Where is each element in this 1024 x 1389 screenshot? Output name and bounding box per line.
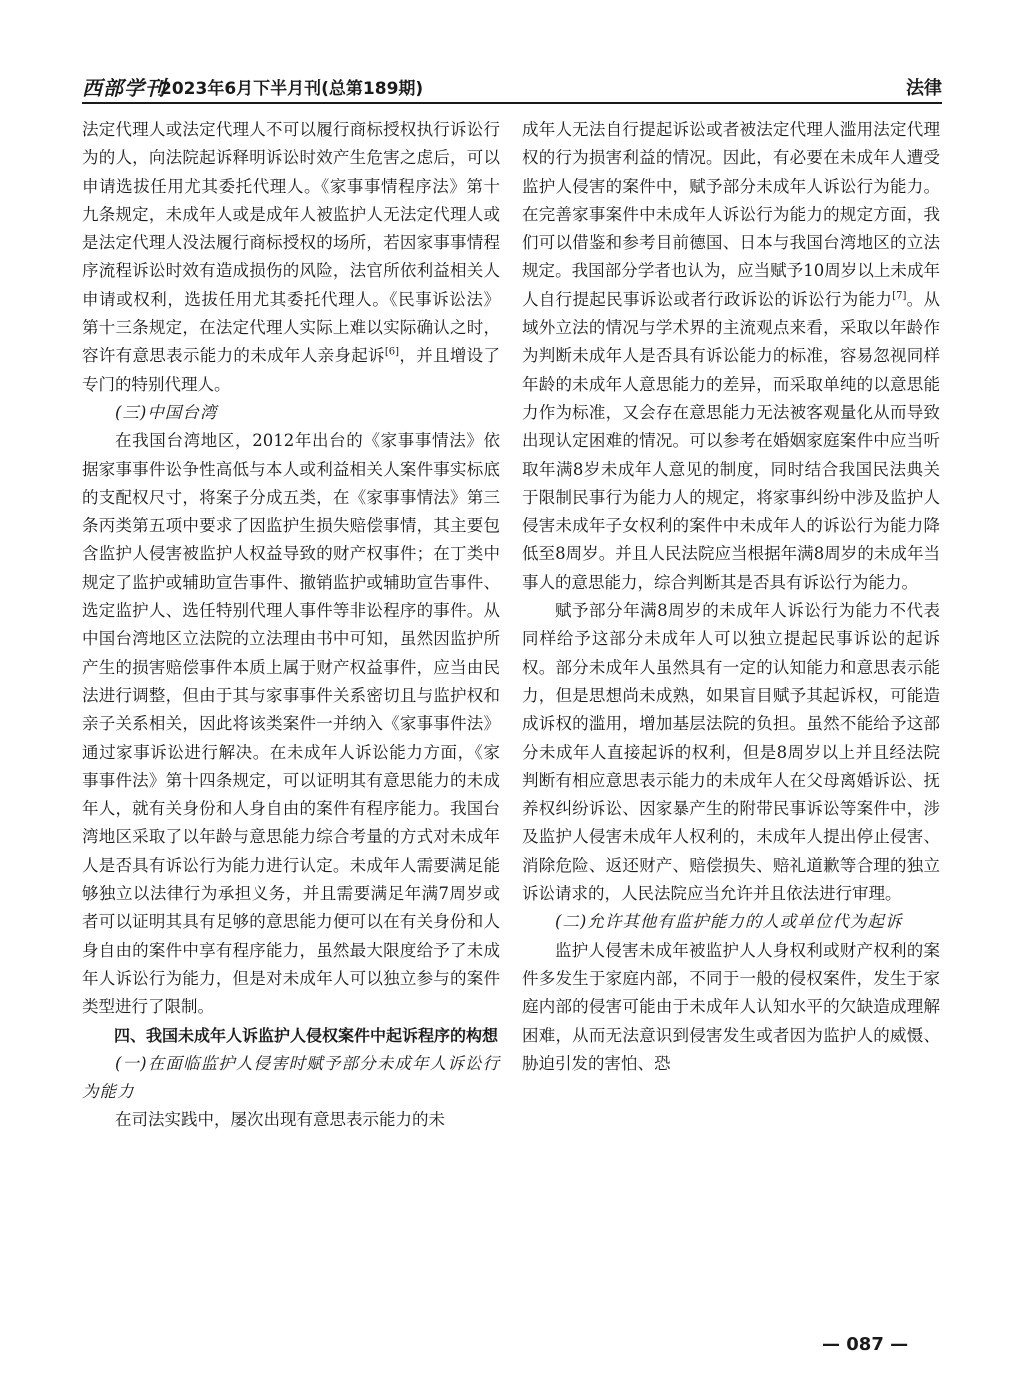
paragraph bbox=[522, 116, 940, 597]
journal-logo: 西部学刊 bbox=[82, 76, 166, 100]
citation-ref: [6] bbox=[384, 346, 400, 358]
page-header bbox=[82, 70, 942, 100]
subsection-heading: (二)允许其他有监护能力的人或单位代为起诉 bbox=[555, 912, 903, 932]
left-column bbox=[82, 116, 500, 1135]
citation-ref: [7] bbox=[892, 290, 907, 302]
paragraph: 监护人侵害未成年被监护人人身权利或财产权利的案件多发生于家庭内部，不同于一般的侵权案件，发生于家庭内部的侵害可能由于未成年人认知水平的欠缺造成理解困难，从而无法意识到侵害发生或者因为监护人的威慑、胁迫引发的害怕、恐 bbox=[522, 940, 940, 1073]
subsection-heading: (一)在面临监护人侵害时赋予部分未成年人诉讼行为能力 bbox=[82, 1053, 500, 1102]
paragraph bbox=[82, 116, 500, 399]
paragraph: 在我国台湾地区，2012年出台的《家事事情法》依据家事事件讼争性高低与本人或利益相关人案件事实标底的支配权尺寸，将案子分成五类，在《家事事情法》第三条丙类第五项中要求了因监护生损失赔偿事情，其主要包含监护人侵害被监护人权益导致的财产权事件；在丁类中规定了监护或辅助宣告事件、撤销监护或辅助宣告事件、选定监护人、选任特别代理人事件等非讼程序的事件。从中国台湾地区立法院的立法理由书中可知，虽然因监护所产生的损害赔偿事件本质上属于财产权益事件，应当由民法进行调整，但由于其与家事事件关系密切且与监护权和亲子关系相关，因此将该类案件一并纳入《家事事件法》通过家事诉讼进行解决。在未成年人诉讼能力方面，《家事事件法》第十四条规定，可以证明其有意思能力的未成年人，就有关身份和人身自由的案件有程序能力。我国台湾地区采取了以年龄与意思能力综合考量的方式对未成年人是否具有诉讼行为能力进行认定。未成年人需要满足能够独立以法律行为承担义务，并且需要满足年满7周岁或者可以证明其具有足够的意思能力便可以在有关身份和人身自由的案件中享有程序能力，虽然最大限度给予了未成年人诉讼行为能力，但是对未成年人可以独立参与的案件类型进行了限制。 bbox=[82, 431, 500, 1017]
subsection-heading: (三)中国台湾 bbox=[115, 402, 218, 422]
paragraph: 赋予部分年满8周岁的未成年人诉讼行为能力不代表同样给予这部分未成年人可以独立提起民事诉讼的起诉权。部分未成年人虽然具有一定的认知能力和意思表示能力，但是思想尚未成熟，如果盲目赋予其起诉权，可能造成诉权的滥用，增加基层法院的负担。虽然不能给予这部分未成年人直接起诉的权利，但是8周岁以上并且经法院判断有相应意思表示能力的未成年人在父母离婚诉讼、抚养权纠纷诉讼、因家暴产生的附带民事诉讼等案件中，涉及监护人侵害未成年人权利的，未成年人提出停止侵害、消除危险、返还财产、赔偿损失、赔礼道歉等合理的独立诉讼请求的，人民法院应当允许并且依法进行审理。 bbox=[522, 601, 940, 904]
header-divider bbox=[82, 102, 942, 104]
issue-info: 2023年6月下半月刊(总第189期) bbox=[160, 79, 424, 99]
paragraph-text: 法定代理人或法定代理人不可以履行商标授权执行诉讼行为的人，向法院起诉释明诉讼时效产生危害之虑后，可以申请选拔任用尤其委托代理人。《家事事情程序法》第十九条规定，未成年人或是成年人被监护人无法定代理人或是法定代理人没法履行商标授权的场所，若因家事事情程序流程诉讼时效有造成损伤的风险，法官所依利益相关人申请或权利，选拔任用尤其委托代理人。《民事诉讼法》第十三条规定，在法定代理人实际上难以实际确认之时，容许有意思表示能力的未成年人亲身起诉 bbox=[82, 120, 500, 366]
paragraph-text: 。从域外立法的情况与学术界的主流观点来看，采取以年龄作为判断未成年人是否具有诉讼能力的标准，容易忽视同样年龄的未成年人意思能力的差异，而采取单纯的以意思能力作为标准，又会存在意思能力无法被客观量化从而导致出现认定困难的情况。可以参考在婚姻家庭案件中应当听取年满8岁未成年人意见的制度，同时结合我国民法典关于限制民事行为能力人的规定，将家事纠纷中涉及监护人侵害未成年子女权利的案件中未成年人的诉讼行为能力降低至8周岁。并且人民法院应当根据年满8周岁的未成年当事人的意思能力，综合判断其是否具有诉讼行为能力。 bbox=[522, 289, 941, 592]
paragraph-text: ，并且增设了专门的特别代理人。 bbox=[82, 346, 501, 394]
section-heading: 四、我国未成年人诉监护人侵权案件中起诉程序的构想 bbox=[114, 1025, 499, 1045]
section-name: 法律 bbox=[906, 78, 942, 99]
paragraph-text: 成年人无法自行提起诉讼或者被法定代理人滥用法定代理权的行为损害利益的情况。因此，有必要在未成年人遭受监护人侵害的案件中，赋予部分未成年人诉讼行为能力。在完善家事案件中未成年人诉讼行为能力的规定方面，我们可以借鉴和参考目前德国、日本与我国台湾地区的立法规定。我国部分学者也认为，应当赋予10周岁以上未成年人自行提起民事诉讼或者行政诉讼的诉讼行为能力 bbox=[522, 120, 940, 309]
right-column bbox=[522, 116, 940, 1078]
paragraph: 在司法实践中，屡次出现有意思表示能力的未 bbox=[115, 1110, 445, 1130]
page-number: — 087 — bbox=[822, 1334, 909, 1355]
